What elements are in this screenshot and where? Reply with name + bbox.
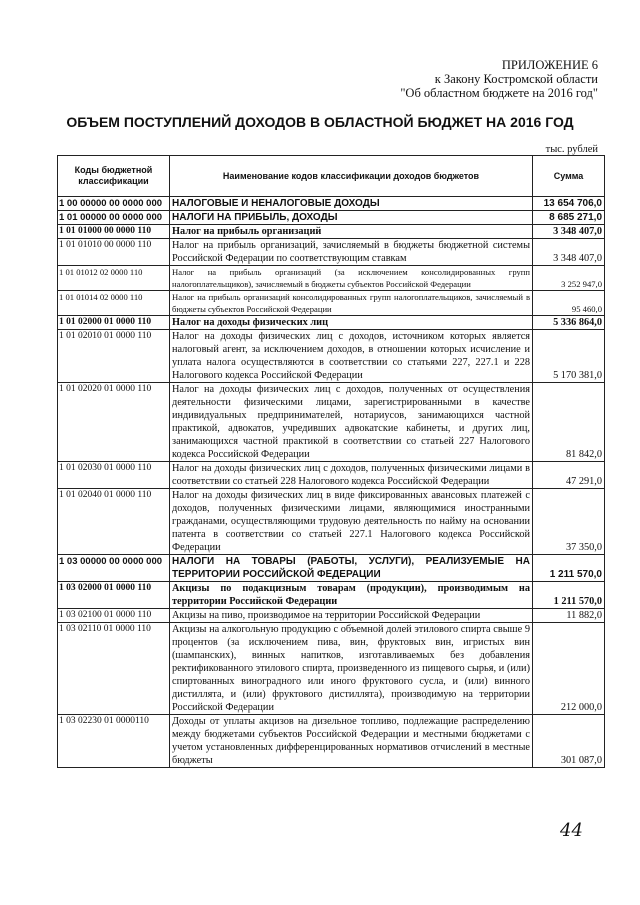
row-name: Налог на доходы физических лиц с доходов, источником которых является налоговый агент, за исключением доходов, в отношении которых исчисление и уплата налога осуществляются в соответствии со статьями 227, 227.1 и 228 Налогового кодекса Российской Федерации (170, 330, 533, 383)
row-code: 1 00 00000 00 0000 000 (58, 197, 170, 211)
table-header-row (58, 156, 605, 197)
table-row (58, 489, 605, 555)
row-name: Налог на доходы физических лиц с доходов, полученных физическими лицами в соответствии со статьей 228 Налогового кодекса Российской Федерации (170, 462, 533, 489)
units-label: тыс. рублей (545, 144, 598, 155)
appendix-header (400, 58, 598, 100)
table-row (58, 197, 605, 211)
row-code: 1 01 01010 00 0000 110 (58, 239, 170, 266)
row-code: 1 01 02020 01 0000 110 (58, 383, 170, 462)
table-row (58, 715, 605, 768)
row-name: Налог на прибыль организаций консолидированных групп налогоплательщиков, зачисляемый в бюджеты субъектов Российской Федерации (170, 291, 533, 316)
row-sum: 8 685 271,0 (533, 211, 605, 225)
row-sum: 5 170 381,0 (533, 330, 605, 383)
row-sum: 95 460,0 (533, 291, 605, 316)
row-name: Акцизы на алкогольную продукцию с объемной долей этилового спирта свыше 9 процентов (за исключением пива, вин, фруктовых вин, игристых вин (шампанских), винных напитков, изготавливаемых без добавления ректификованного этилового спирта, произведенного из пищевого сырья, и (или) спиртованных виноградного или иного фруктового сусла, и (или) винного дистиллята, и (или) фруктового дистиллята), производимую на территории Российской Федерации (170, 623, 533, 715)
table-row (58, 225, 605, 239)
row-sum: 47 291,0 (533, 462, 605, 489)
table-row (58, 555, 605, 582)
row-name: Налог на доходы физических лиц (170, 316, 533, 330)
row-sum: 1 211 570,0 (533, 582, 605, 609)
appendix-label: ПРИЛОЖЕНИЕ 6 (501, 58, 598, 72)
row-code: 1 03 02000 01 0000 110 (58, 582, 170, 609)
row-sum: 81 842,0 (533, 383, 605, 462)
row-name: Налог на прибыль организаций, зачисляемый в бюджеты бюджетной системы Российской Федерации по соответствующим ставкам (170, 239, 533, 266)
row-sum: 301 087,0 (533, 715, 605, 768)
row-code: 1 01 01012 02 0000 110 (58, 266, 170, 291)
page-number: 44 (560, 820, 583, 841)
row-sum: 5 336 864,0 (533, 316, 605, 330)
table-row (58, 211, 605, 225)
table-row (58, 462, 605, 489)
row-sum: 212 000,0 (533, 623, 605, 715)
row-sum: 1 211 570,0 (533, 555, 605, 582)
row-sum: 3 252 947,0 (533, 266, 605, 291)
row-name: Налог на доходы физических лиц с доходов, полученных от осуществления деятельности физическими лицами, зарегистрированными в качестве индивидуальных предпринимателей, нотариусов, занимающихся частной практикой, адвокатов, учредивших адвокатские кабинеты, и других лиц, занимающихся частной практикой в соответствии со статьей 227 Налогового кодекса Российской Федерации (170, 383, 533, 462)
row-code: 1 03 02110 01 0000 110 (58, 623, 170, 715)
table-row (58, 623, 605, 715)
column-header-code: Коды бюджетной классификации (58, 156, 170, 197)
table-row (58, 582, 605, 609)
row-code: 1 01 02010 01 0000 110 (58, 330, 170, 383)
row-code: 1 01 00000 00 0000 000 (58, 211, 170, 225)
row-code: 1 01 02000 01 0000 110 (58, 316, 170, 330)
row-sum: 11 882,0 (533, 609, 605, 623)
table-row (58, 239, 605, 266)
revenue-table (57, 155, 605, 768)
law-title: "Об областном бюджете на 2016 год" (400, 86, 598, 100)
row-name: Акцизы на пиво, производимое на территории Российской Федерации (170, 609, 533, 623)
row-name: Налог на прибыль организаций (за исключением консолидированных групп налогоплательщиков), зачисляемый в бюджеты субъектов Российской Федерации (170, 266, 533, 291)
row-code: 1 03 00000 00 0000 000 (58, 555, 170, 582)
table-row (58, 609, 605, 623)
row-code: 1 01 01000 00 0000 110 (58, 225, 170, 239)
row-code: 1 03 02100 01 0000 110 (58, 609, 170, 623)
row-code: 1 03 02230 01 0000110 (58, 715, 170, 768)
row-name: Налог на прибыль организаций (170, 225, 533, 239)
document-title: ОБЪЕМ ПОСТУПЛЕНИЙ ДОХОДОВ В ОБЛАСТНОЙ БЮДЖЕТ НА 2016 ГОД (66, 114, 574, 130)
row-code: 1 01 01014 02 0000 110 (58, 291, 170, 316)
row-code: 1 01 02030 01 0000 110 (58, 462, 170, 489)
row-name: Акцизы по подакцизным товарам (продукции), производимым на территории Российской Федерации (170, 582, 533, 609)
table-row (58, 266, 605, 291)
row-name: НАЛОГИ НА ТОВАРЫ (РАБОТЫ, УСЛУГИ), РЕАЛИЗУЕМЫЕ НА ТЕРРИТОРИИ РОССИЙСКОЙ ФЕДЕРАЦИИ (170, 555, 533, 582)
table-row (58, 383, 605, 462)
row-code: 1 01 02040 01 0000 110 (58, 489, 170, 555)
column-header-name: Наименование кодов классификации доходов бюджетов (170, 156, 533, 197)
row-sum: 3 348 407,0 (533, 225, 605, 239)
row-name: НАЛОГОВЫЕ И НЕНАЛОГОВЫЕ ДОХОДЫ (170, 197, 533, 211)
table-row (58, 330, 605, 383)
column-header-sum: Сумма (533, 156, 605, 197)
table-row (58, 316, 605, 330)
table-row (58, 291, 605, 316)
row-sum: 13 654 706,0 (533, 197, 605, 211)
row-name: НАЛОГИ НА ПРИБЫЛЬ, ДОХОДЫ (170, 211, 533, 225)
row-sum: 3 348 407,0 (533, 239, 605, 266)
row-name: Доходы от уплаты акцизов на дизельное топливо, подлежащие распределению между бюджетами субъектов Российской Федерации и местными бюджетами с учетом установленных дифференцированных нормативов отчислений в местные бюджеты (170, 715, 533, 768)
row-name: Налог на доходы физических лиц в виде фиксированных авансовых платежей с доходов, полученных физическими лицами, являющимися иностранными гражданами, осуществляющими трудовую деятельность по найму на основании патента в соответствии со статьей 227.1 Налогового кодекса Российской Федерации (170, 489, 533, 555)
law-reference: к Закону Костромской области (434, 72, 598, 86)
row-sum: 37 350,0 (533, 489, 605, 555)
